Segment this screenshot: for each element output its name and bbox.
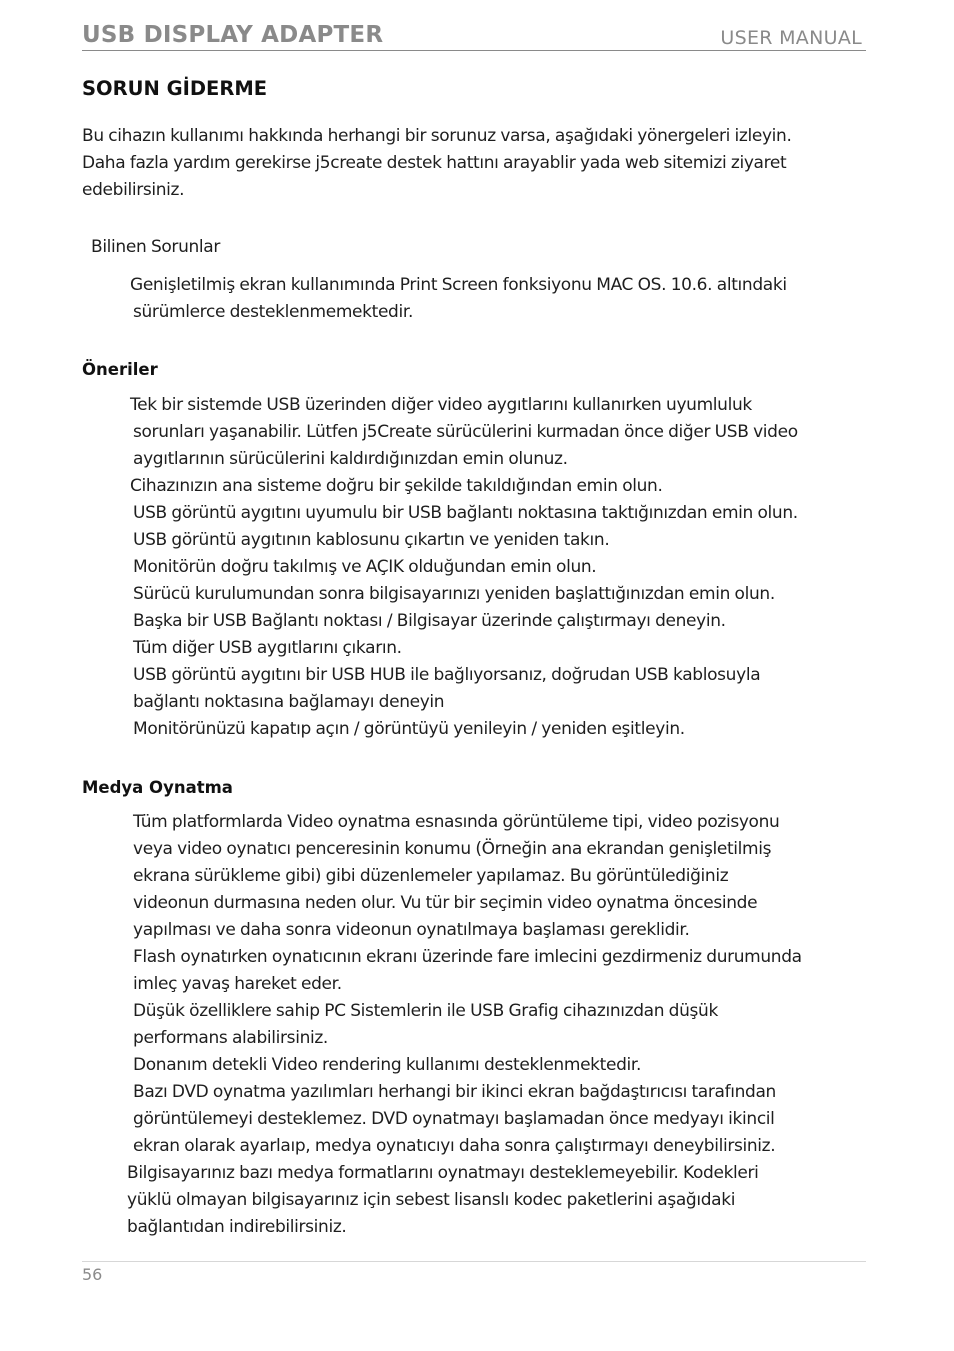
suggestion-line: sorunları yaşanabilir. Lütfen j5Create sürücülerini kurmadan önce diğer USB video: [133, 422, 798, 442]
media-line: Düşük özelliklere sahip PC Sistemlerin ile USB Grafig cihazınızdan düşük: [133, 1001, 718, 1021]
suggestion-line: Sürücü kurulumundan sonra bilgisayarınızı yeniden başlattığınızdan emin olun.: [133, 584, 775, 604]
suggestion-line: Tek bir sistemde USB üzerinden diğer video aygıtlarını kullanırken uyumluluk: [130, 395, 752, 415]
media-line: ekrana sürükleme gibi) gibi düzenlemeler yapılamaz. Bu görüntülediğiniz: [133, 866, 729, 886]
intro-line: Bu cihazın kullanımı hakkında herhangi bir sorunuz varsa, aşağıdaki yönergeleri izleyin.: [82, 126, 792, 146]
suggestion-line: bağlantı noktasına bağlamayı deneyin: [133, 692, 445, 712]
suggestion-line: Cihazınızın ana sisteme doğru bir şekilde takıldığından emin olun.: [130, 476, 663, 496]
media-heading: Medya Oynatma: [82, 778, 233, 797]
media-list: [82, 809, 892, 1241]
suggestion-line: USB görüntü aygıtının kablosunu çıkartın ve yeniden takın.: [133, 530, 610, 550]
header-title: USB DISPLAY ADAPTER: [82, 22, 384, 48]
page-number: 56: [82, 1265, 103, 1284]
media-line: yüklü olmayan bilgisayarınız için sebest lisanslı kodec paketlerini aşağıdaki: [127, 1190, 736, 1210]
media-line: Flash oynatırken oynatıcının ekranı üzerinde fare imlecini gezdirmeniz durumunda: [133, 947, 802, 967]
page-header: [82, 22, 866, 51]
suggestion-line: USB görüntü aygıtını bir USB HUB ile bağlıyorsanız, doğrudan USB kablosuyla: [133, 665, 761, 685]
media-line: görüntülemeyi desteklemez. DVD oynatmayı başlamadan önce medyayı ikincil: [133, 1109, 775, 1129]
known-issues-title: Bilinen Sorunlar: [91, 237, 221, 257]
suggestion-line: Tüm diğer USB aygıtlarını çıkarın.: [133, 638, 402, 658]
page-content: [82, 74, 892, 1241]
suggestions-heading: Öneriler: [82, 360, 158, 379]
section-title: SORUN GİDERME: [82, 77, 268, 100]
known-issue-line: sürümlerce desteklenmemektedir.: [133, 302, 413, 322]
media-line: Bazı DVD oynatma yazılımları herhangi bir ikinci ekran bağdaştırıcısı tarafından: [133, 1082, 776, 1102]
media-line: imleç yavaş hareket eder.: [133, 974, 342, 994]
media-line: yapılması ve daha sonra videonun oynatılmaya başlaması gereklidir.: [133, 920, 690, 940]
media-line: ekran olarak ayarlaıp, medya oynatıcıyı daha sonra çalıştırmayı deneybilirsiniz.: [133, 1136, 776, 1156]
intro-line: Daha fazla yardım gerekirse j5create destek hattını arayablir yada web sitemizi ziyaret: [82, 153, 787, 173]
media-line: videonun durmasına neden olur. Vu tür bir seçimin video oynatma öncesinde: [133, 893, 758, 913]
suggestion-line: aygıtlarının sürücülerini kaldırdığınızdan emin olunuz.: [133, 449, 568, 469]
suggestion-line: Monitörün doğru takılmış ve AÇIK olduğundan emin olun.: [133, 557, 597, 577]
suggestion-line: USB görüntü aygıtını uyumulu bir USB bağlantı noktasına taktığınızdan emin olun.: [133, 503, 798, 523]
suggestion-line: Başka bir USB Bağlantı noktası / Bilgisayar üzerinde çalıştırmayı deneyin.: [133, 611, 726, 631]
suggestions-list: [82, 392, 892, 743]
media-line: Tüm platformlarda Video oynatma esnasında görüntüleme tipi, video pozisyonu: [133, 812, 780, 832]
media-line: performans alabilirsiniz.: [133, 1028, 328, 1048]
media-line: Bilgisayarınız bazı medya formatlarını oynatmayı desteklemeyebilir. Kodekleri: [127, 1163, 759, 1183]
known-issues-list: [82, 272, 892, 326]
suggestion-line: Monitörünüzü kapatıp açın / görüntüyü yenileyin / yeniden eşitleyin.: [133, 719, 685, 739]
media-line: bağlantıdan indirebilirsiniz.: [127, 1217, 347, 1237]
header-manual-label: USER MANUAL: [720, 27, 862, 49]
media-line: veya video oynatıcı penceresinin konumu (Örneğin ana ekrandan genişletilmiş: [133, 839, 772, 859]
media-line: Donanım detekli Video rendering kullanımı desteklenmektedir.: [133, 1055, 642, 1075]
intro-paragraph: [82, 123, 892, 204]
intro-line: edebilirsiniz.: [82, 180, 185, 200]
known-issue-line: Genişletilmiş ekran kullanımında Print Screen fonksiyonu MAC OS. 10.6. altındaki: [130, 275, 787, 295]
footer-divider: [82, 1261, 866, 1262]
